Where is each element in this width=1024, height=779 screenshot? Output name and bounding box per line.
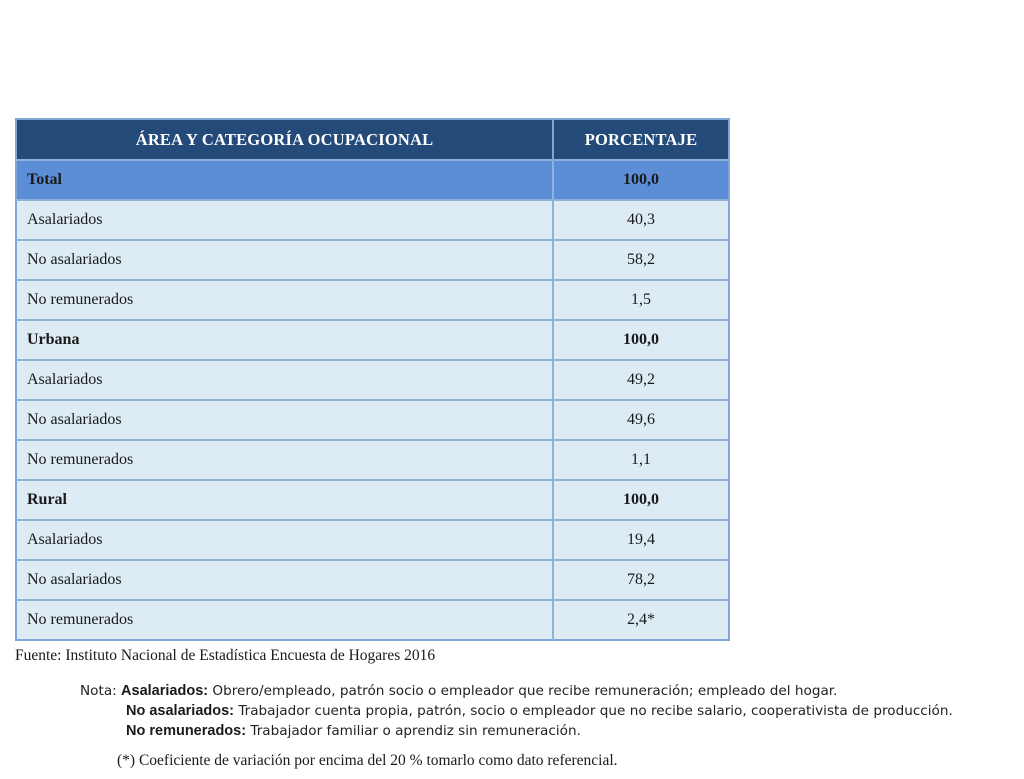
row-label: Asalariados <box>16 360 553 400</box>
table-row <box>16 440 729 480</box>
header-area-category: ÁREA Y CATEGORÍA OCUPACIONAL <box>16 119 553 160</box>
row-label: Urbana <box>16 320 553 360</box>
row-label: No asalariados <box>16 240 553 280</box>
table-row <box>16 160 729 200</box>
row-percentage: 100,0 <box>553 160 729 200</box>
row-label: No remunerados <box>16 280 553 320</box>
row-label: Rural <box>16 480 553 520</box>
source-note: Fuente: Instituto Nacional de Estadística Encuesta de Hogares 2016 <box>15 647 436 664</box>
row-label: No remunerados <box>16 600 553 640</box>
row-percentage: 49,2 <box>553 360 729 400</box>
note-term-no-asalariados: No asalariados: <box>126 703 234 719</box>
row-label: No asalariados <box>16 400 553 440</box>
row-percentage: 100,0 <box>553 320 729 360</box>
table-row <box>16 200 729 240</box>
table-row <box>16 320 729 360</box>
table-row <box>16 480 729 520</box>
row-label: No asalariados <box>16 560 553 600</box>
row-label: Asalariados <box>16 520 553 560</box>
table-row <box>16 560 729 600</box>
note-line-3 <box>80 721 953 741</box>
note-text-asalariados: Obrero/empleado, patrón socio o empleador que recibe remuneración; empleado del hogar. <box>208 683 838 699</box>
note-text-no-asalariados: Trabajador cuenta propia, patrón, socio o empleador que no recibe salario, cooperativista de producción. <box>234 703 953 719</box>
table-row <box>16 600 729 640</box>
row-percentage: 58,2 <box>553 240 729 280</box>
note-text-no-remunerados: Trabajador familiar o aprendiz sin remuneración. <box>246 723 581 739</box>
header-percentage: PORCENTAJE <box>553 119 729 160</box>
note-term-asalariados: Asalariados: <box>121 683 209 699</box>
table-row <box>16 520 729 560</box>
table-body <box>16 160 729 640</box>
row-percentage: 49,6 <box>553 400 729 440</box>
row-label: No remunerados <box>16 440 553 480</box>
table-row <box>16 400 729 440</box>
note-prefix: Nota: <box>80 683 122 699</box>
definitions-note <box>80 681 953 741</box>
note-line-1 <box>80 681 953 701</box>
row-percentage: 40,3 <box>553 200 729 240</box>
table-row <box>16 280 729 320</box>
occupational-category-table-container <box>15 118 728 641</box>
table-row <box>16 240 729 280</box>
row-percentage: 1,1 <box>553 440 729 480</box>
occupational-category-table <box>15 118 730 641</box>
table-header-row <box>16 119 729 160</box>
row-percentage: 19,4 <box>553 520 729 560</box>
row-label: Asalariados <box>16 200 553 240</box>
row-percentage: 78,2 <box>553 560 729 600</box>
note-line-2 <box>80 701 953 721</box>
row-percentage: 1,5 <box>553 280 729 320</box>
table-row <box>16 360 729 400</box>
row-percentage: 100,0 <box>553 480 729 520</box>
row-label: Total <box>16 160 553 200</box>
row-percentage: 2,4* <box>553 600 729 640</box>
note-term-no-remunerados: No remunerados: <box>126 723 247 739</box>
coefficient-footnote: (*) Coeficiente de variación por encima del 20 % tomarlo como dato referencial. <box>117 752 618 769</box>
